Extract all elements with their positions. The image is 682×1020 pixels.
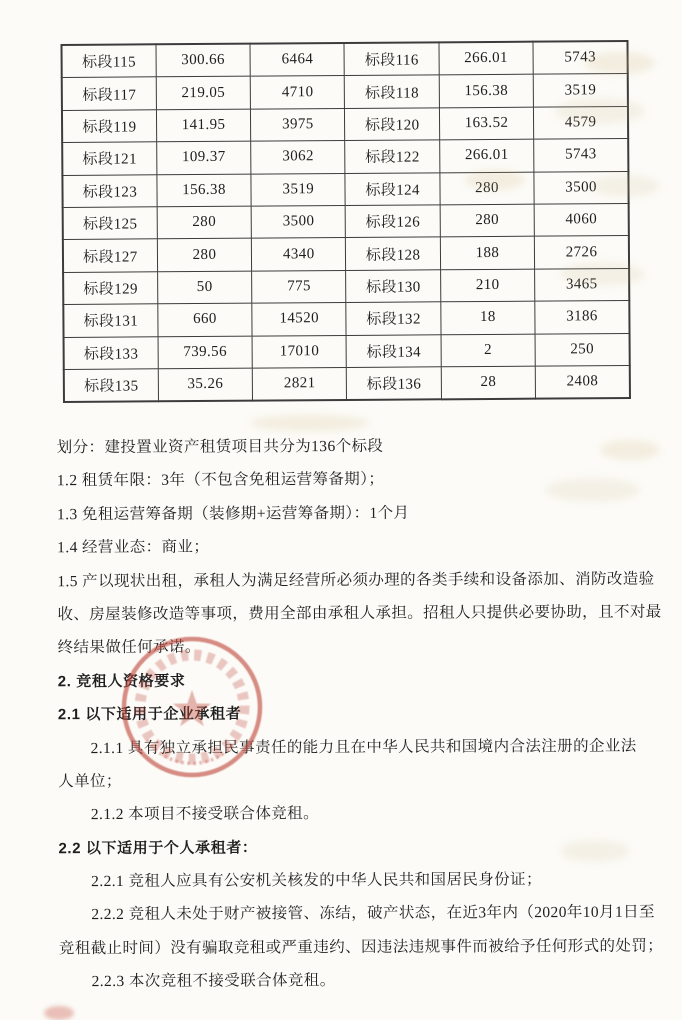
table-row <box>62 74 628 110</box>
table-cell: 4340 <box>252 238 347 271</box>
table-cell: 标段118 <box>345 75 440 108</box>
table-cell: 标段136 <box>347 367 442 401</box>
table-cell: 标段134 <box>347 334 442 367</box>
table-cell: 3500 <box>251 205 346 238</box>
table-cell: 标段121 <box>62 142 157 175</box>
table-cell: 标段130 <box>346 270 441 303</box>
table-cell: 660 <box>158 303 253 336</box>
table-cell: 标段135 <box>64 369 159 403</box>
table-cell: 156.38 <box>439 75 534 108</box>
table-cell: 3519 <box>533 74 628 107</box>
text-line: 2.2 以下适用于个人承租者： <box>58 839 258 857</box>
table-row <box>63 236 629 272</box>
table-cell: 50 <box>157 271 252 304</box>
text-line: 竞租截止时间）没有骗取竞租或严重违约、因违法违规事件而被给予任何形式的处罚； <box>58 937 664 958</box>
table-cell: 标段129 <box>63 272 158 305</box>
table-cell: 163.52 <box>439 107 534 140</box>
text-line: 1.2 租赁年限：3年（不包含免租运营筹备期）； <box>56 471 385 490</box>
lots-table-body <box>62 41 630 402</box>
text-line: 2.2.1 竞租人应具有公安机关核发的中华人民共和国居民身份证； <box>91 871 542 891</box>
table-cell: 标段123 <box>62 174 157 207</box>
table-cell: 标段115 <box>62 44 157 78</box>
table-cell: 2408 <box>535 365 630 399</box>
text-line: 2.1.2 本项目不接受联合体竞租。 <box>90 805 319 824</box>
text-line: 2. 竞租人资格要求 <box>57 672 186 690</box>
table-row <box>64 333 630 369</box>
table-cell: 4579 <box>534 106 629 139</box>
text-line: 人单位； <box>58 772 122 791</box>
table-cell: 标段119 <box>62 110 157 143</box>
body-text <box>56 429 664 999</box>
table-cell: 3465 <box>535 268 630 301</box>
table-row <box>64 365 630 402</box>
table-row <box>63 268 629 304</box>
table-cell: 14520 <box>252 303 347 336</box>
table-row <box>62 41 628 78</box>
table-cell: 266.01 <box>439 42 534 76</box>
table-cell: 2 <box>441 334 536 367</box>
table-cell: 标段126 <box>346 205 441 238</box>
table-cell: 标段125 <box>63 207 158 240</box>
table-cell: 188 <box>440 237 535 270</box>
table-cell: 标段128 <box>346 237 441 270</box>
table-cell: 2821 <box>252 367 347 401</box>
table-cell: 标段122 <box>345 140 440 173</box>
table-cell: 35.26 <box>158 368 253 402</box>
table-cell: 6464 <box>250 43 345 77</box>
table-cell: 标段127 <box>63 239 158 272</box>
text-line: 2.2.3 本次竞租不接受联合体竞租。 <box>91 972 336 991</box>
text-line: 1.4 经营业态：商业； <box>57 538 210 557</box>
table-cell: 28 <box>441 366 536 400</box>
text-line: 1.3 免租运营筹备期（装修期+运营筹备期）：1个月 <box>56 504 410 524</box>
table-cell: 18 <box>441 301 536 334</box>
text-line: 2.1 以下适用于企业承租者 <box>57 705 242 724</box>
table-cell: 219.05 <box>156 77 251 110</box>
text-line: 1.5 产以现状出租，承租人为满足经营所必须办理的各类手续和设备添加、消防改造验 <box>57 570 655 590</box>
table-cell: 标段131 <box>63 304 158 337</box>
table-cell: 标段120 <box>345 108 440 141</box>
table-cell: 266.01 <box>439 139 534 172</box>
table-cell: 156.38 <box>157 174 252 207</box>
table-cell: 739.56 <box>158 336 253 369</box>
text-line: 2.2.2 竞租人未处于财产被接管、冻结，破产状态，在近3年内（2020年10月1日至 <box>91 904 655 924</box>
table-cell: 标段117 <box>62 77 157 110</box>
table-cell: 17010 <box>252 335 347 368</box>
table-row <box>62 139 628 175</box>
table-row <box>62 106 628 142</box>
table-cell: 5743 <box>533 41 628 75</box>
table-cell: 3500 <box>534 171 629 204</box>
table-cell: 775 <box>252 270 347 303</box>
table-cell: 标段133 <box>64 336 159 369</box>
table-cell: 3519 <box>251 173 346 206</box>
table-cell: 3186 <box>535 301 630 334</box>
text-line: 收、房屋装修改造等事项，费用全部由承租人承担。招租人只提供必要协助，且不对最 <box>57 603 662 624</box>
lots-table <box>60 40 630 403</box>
table-cell: 3062 <box>251 141 346 174</box>
text-line: 划分：建投置业资产租赁项目共分为136个标段 <box>56 437 384 457</box>
table-cell: 109.37 <box>157 141 252 174</box>
text-line: 终结果做任何承诺。 <box>57 638 201 657</box>
table-cell: 280 <box>440 204 535 237</box>
table-cell: 2726 <box>534 236 629 269</box>
text-line: 2.1.1 具有独立承担民事责任的能力且在中华人民共和国境内合法注册的企业法 <box>90 737 637 757</box>
table-cell: 标段116 <box>344 42 439 76</box>
table-cell: 280 <box>440 172 535 205</box>
table-cell: 标段132 <box>346 302 441 335</box>
table-cell: 280 <box>157 238 252 271</box>
table-cell: 250 <box>535 333 630 366</box>
table-cell: 5743 <box>534 139 629 172</box>
table-cell: 300.66 <box>156 44 251 78</box>
table-row <box>63 203 629 239</box>
table-cell: 4710 <box>250 76 345 109</box>
table-row <box>62 171 628 207</box>
table-cell: 标段124 <box>345 172 440 205</box>
table-cell: 4060 <box>534 203 629 236</box>
table-cell: 3975 <box>251 108 346 141</box>
table-row <box>63 301 629 337</box>
table-cell: 280 <box>157 206 252 239</box>
table-cell: 141.95 <box>156 109 251 142</box>
table-cell: 210 <box>440 269 535 302</box>
